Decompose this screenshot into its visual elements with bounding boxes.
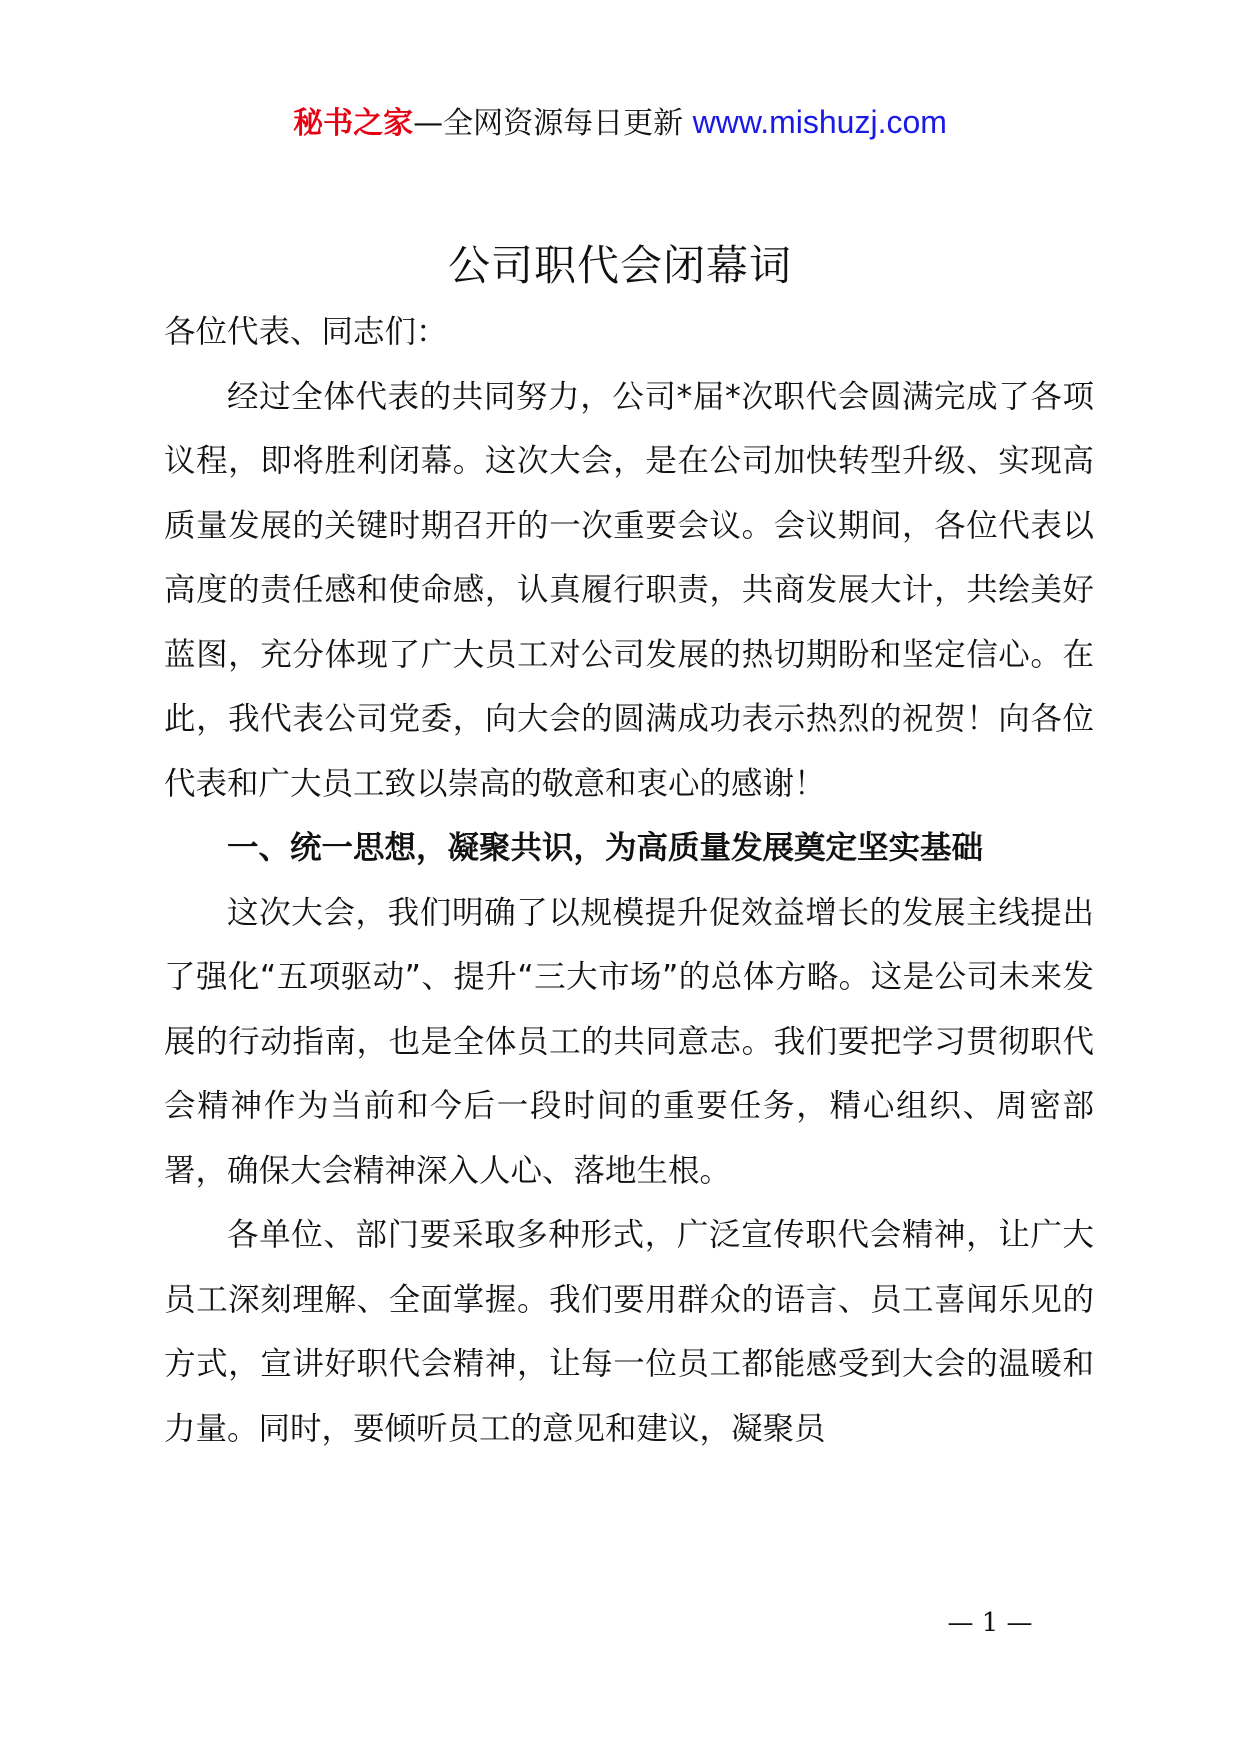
paragraph-section1-2: 各单位、部门要采取多种形式，广泛宣传职代会精神，让广大员工深刻理解、全面掌握。我们要用群众的语言、员工喜闻乐见的方式，宣讲好职代会精神，让每一位员工都能感受到大会的温暖和力量。同时，要倾听员工的意见和建议，凝聚员 <box>164 1217 1094 1447</box>
site-brand: 秘书之家 <box>293 106 414 141</box>
salutation: 各位代表、同志们： <box>164 314 448 350</box>
paragraph-section1-1: 这次大会，我们明确了以规模提升促效益增长的发展主线提出了强化“五项驱动”、提升“三大市场”的总体方略。这是公司未来发展的行动指南，也是全体员工的共同意志。我们要把学习贯彻职代会精神作为当前和今后一段时间的重要任务，精心组织、周密部署，确保大会精神深入人心、落地生根。 <box>164 894 1094 1189</box>
paragraph-opening: 经过全体代表的共同努力，公司*届*次职代会圆满完成了各项议程，即将胜利闭幕。这次大会，是在公司加快转型升级、实现高质量发展的关键时期召开的一次重要会议。会议期间，各位代表以高度的责任感和使命感，认真履行职责，共商发展大计，共绘美好蓝图，充分体现了广大员工对公司发展的热切期盼和坚定信心。在此，我代表公司党委，向大会的圆满成功表示热烈的祝贺！向各位代表和广大员工致以崇高的敬意和衷心的感谢！ <box>164 378 1094 802</box>
page-number: — 1 — <box>947 1608 1033 1638</box>
section-heading-1: 一、统一思想，凝聚共识，为高质量发展奠定坚实基础 <box>227 830 984 866</box>
site-tagline: —全网资源每日更新 <box>413 106 693 141</box>
site-url-link[interactable]: www.mishuzj.com <box>692 104 947 140</box>
site-header <box>0 100 1240 146</box>
document-body <box>164 300 1094 1461</box>
document-title: 公司职代会闭幕词 <box>447 241 792 290</box>
